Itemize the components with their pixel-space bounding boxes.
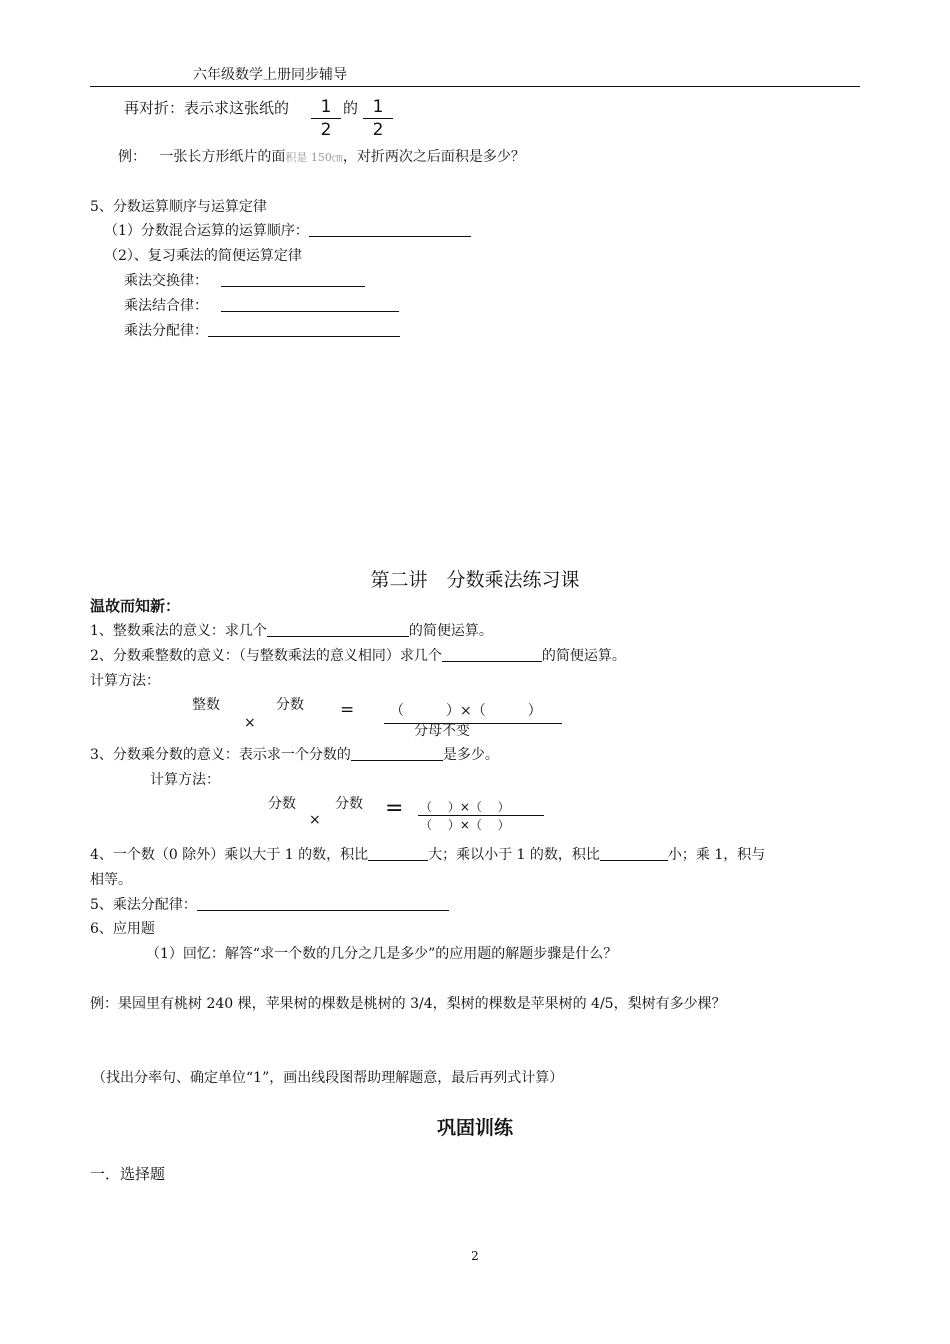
- example2: 例：果园里有桃树 240 棵，苹果树的棵数是桃树的 3/4，梨树的棵数是苹果树的 4/5，梨树有多少棵？: [90, 996, 726, 1012]
- formula2-times: ×: [309, 812, 321, 828]
- section5-title: 5、分数运算顺序与运算定律: [90, 199, 267, 215]
- fold-again-mid: 的: [343, 99, 359, 117]
- distributive-law: 乘法分配律：: [124, 322, 400, 340]
- example1-line: 例： 一张长方形纸片的面积是 150㎝，对折两次之后面积是多少？: [118, 149, 525, 165]
- formula1-right: 分数: [276, 697, 304, 713]
- lecture-title: 第二讲 分数乘法练习课: [370, 569, 580, 591]
- formula1-fraction-bar: [384, 723, 562, 724]
- header-rule: [90, 86, 860, 87]
- formula1-numerator: （ ）×（ ）: [390, 703, 542, 719]
- page-number: 2: [471, 1249, 479, 1263]
- formula2-numerator: （ ）×（ ）: [420, 800, 510, 814]
- formula1-times: ×: [244, 715, 256, 731]
- choice-section-title: 一．选择题: [90, 1165, 166, 1183]
- consolidation-title: 巩固训练: [436, 1117, 513, 1139]
- section5-item2: （2）、复习乘法的简便运算定律: [104, 248, 302, 264]
- fold-again-text: 再对折：表示求这张纸的: [124, 99, 290, 117]
- method-label: 计算方法：: [90, 673, 160, 689]
- paragraph-4: 4、一个数（0 除外）乘以大于 1 的数，积比 大；乘以小于 1 的数，积比 小；乘 1，积与: [90, 847, 766, 863]
- section5-item1: （1）分数混合运算的运算顺序：: [104, 222, 471, 240]
- paragraph-6-1: （1）回忆：解答“求一个数的几分之几是多少”的应用题的解题步骤是什么？: [146, 946, 618, 962]
- paragraph-6: 6、应用题: [90, 921, 155, 937]
- formula1-equals: =: [340, 700, 355, 720]
- paragraph-3: 3、分数乘分数的意义：表示求一个分数的 是多少。: [90, 747, 499, 763]
- formula2-equals: =: [385, 796, 404, 821]
- formula2-left: 分数: [268, 796, 296, 812]
- hint-text: （找出分率句、确定单位“1”，画出线段图帮助理解题意，最后再列式计算）: [92, 1070, 564, 1086]
- page-header-title: 六年级数学上册同步辅导: [193, 67, 347, 83]
- formula2-denominator: （ ）×（ ）: [420, 818, 510, 832]
- associative-law: 乘法结合律：: [124, 297, 399, 315]
- review-heading: 温故而知新：: [90, 597, 181, 615]
- fraction-one-half: 1 2: [311, 96, 341, 141]
- method-label-2: 计算方法：: [150, 772, 220, 788]
- formula1-denominator: 分母不变: [414, 723, 470, 739]
- formula1-left: 整数: [192, 697, 220, 713]
- commutative-law: 乘法交换律：: [124, 272, 365, 290]
- paragraph-1: 1、整数乘法的意义：求几个 的简便运算。: [90, 623, 493, 639]
- fraction-one-half-2: 1 2: [363, 96, 393, 141]
- formula2-right: 分数: [335, 796, 363, 812]
- paragraph-5: 5、乘法分配律：: [90, 896, 449, 914]
- paragraph-4-cont: 相等。: [90, 872, 132, 888]
- paragraph-2: 2、分数乘整数的意义：（与整数乘法的意义相同）求几个 的简便运算。: [90, 648, 626, 664]
